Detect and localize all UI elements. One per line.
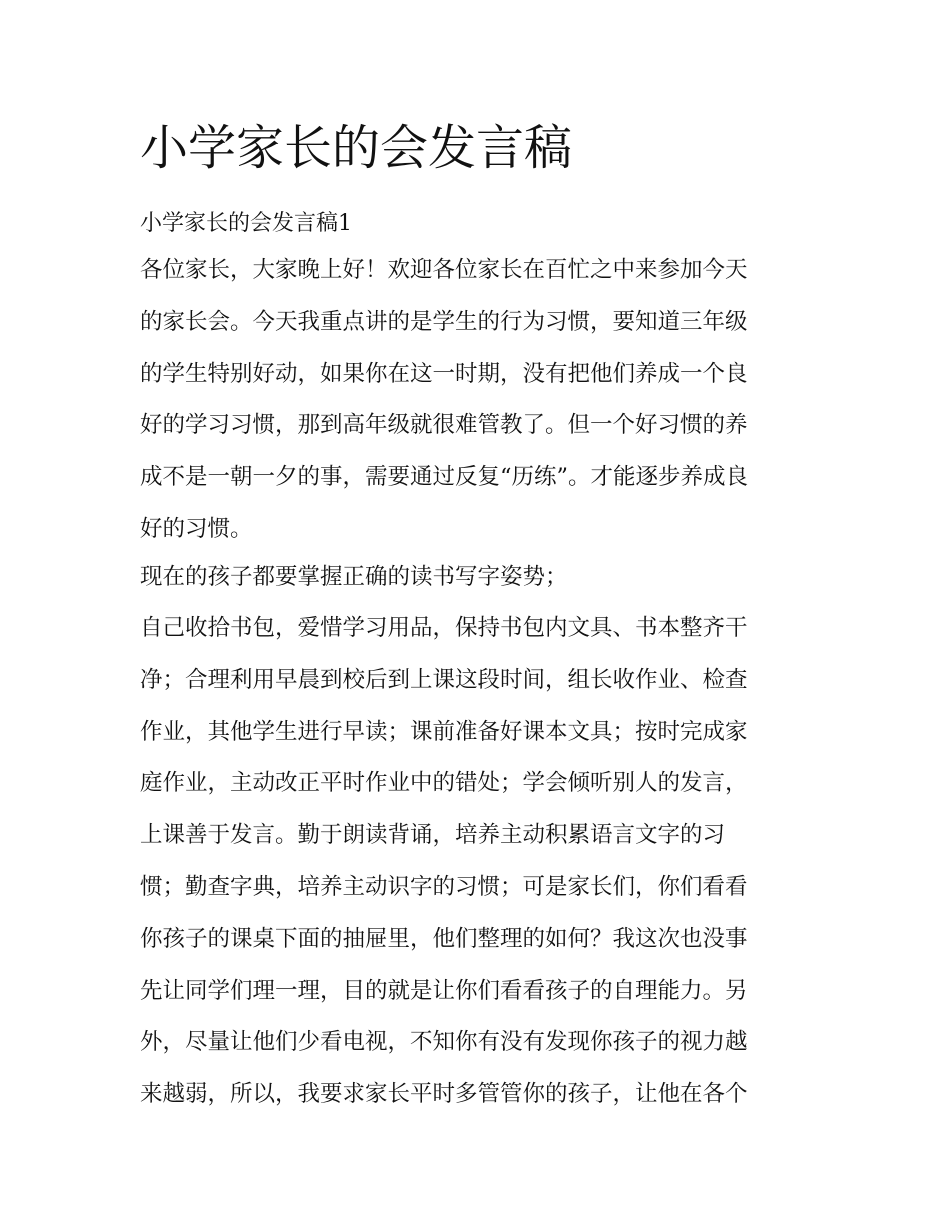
- section-heading: 小学家长的会发言稿1: [140, 211, 352, 236]
- document-title: 小学家长的会发言稿: [140, 120, 573, 176]
- text-line: 先让同学们理一理，目的就是让你们看看孩子的自理能力。另: [140, 977, 748, 1004]
- text-line: 的学生特别好动，如果你在这一时期，没有把他们养成一个良: [140, 360, 748, 387]
- paragraph-greeting: [140, 245, 820, 556]
- paragraph-posture: [140, 552, 820, 604]
- text-line: 你孩子的课桌下面的抽屉里，他们整理的如何？我这次也没事: [140, 925, 748, 952]
- text-line: 庭作业，主动改正平时作业中的错处；学会倾听别人的发言，: [140, 770, 748, 797]
- text-line: 成不是一朝一夕的事，需要通过反复“历练”。才能逐步养成良: [140, 464, 749, 491]
- text-line: 惯；勤查字典，培养主动识字的习惯；可是家长们，你们看看: [140, 873, 748, 900]
- paragraph-habits: [140, 603, 820, 1121]
- text-line: 上课善于发言。勤于朗读背诵，培养主动积累语言文字的习: [140, 822, 726, 849]
- text-line: 好的习惯。: [140, 515, 253, 542]
- text-line: 各位家长，大家晚上好！欢迎各位家长在百忙之中来参加今天: [140, 257, 748, 283]
- text-line: 的家长会。今天我重点讲的是学生的行为习惯，要知道三年级: [140, 308, 748, 335]
- text-line: 好的学习习惯，那到高年级就很难管教了。但一个好习惯的养: [140, 412, 748, 439]
- text-line: 外，尽量让他们少看电视，不知你有没有发现你孩子的视力越: [140, 1029, 748, 1056]
- text-line: 来越弱，所以，我要求家长平时多管管你的孩子，让他在各个: [140, 1081, 748, 1108]
- text-line: 自己收拾书包，爱惜学习用品，保持书包内文具、书本整齐干: [140, 615, 748, 641]
- text-line: 净；合理利用早晨到校后到上课这段时间，组长收作业、检查: [140, 666, 748, 693]
- text-line: 作业，其他学生进行早读；课前准备好课本文具；按时完成家: [140, 718, 748, 745]
- text-line: 现在的孩子都要掌握正确的读书写字姿势；: [140, 564, 568, 590]
